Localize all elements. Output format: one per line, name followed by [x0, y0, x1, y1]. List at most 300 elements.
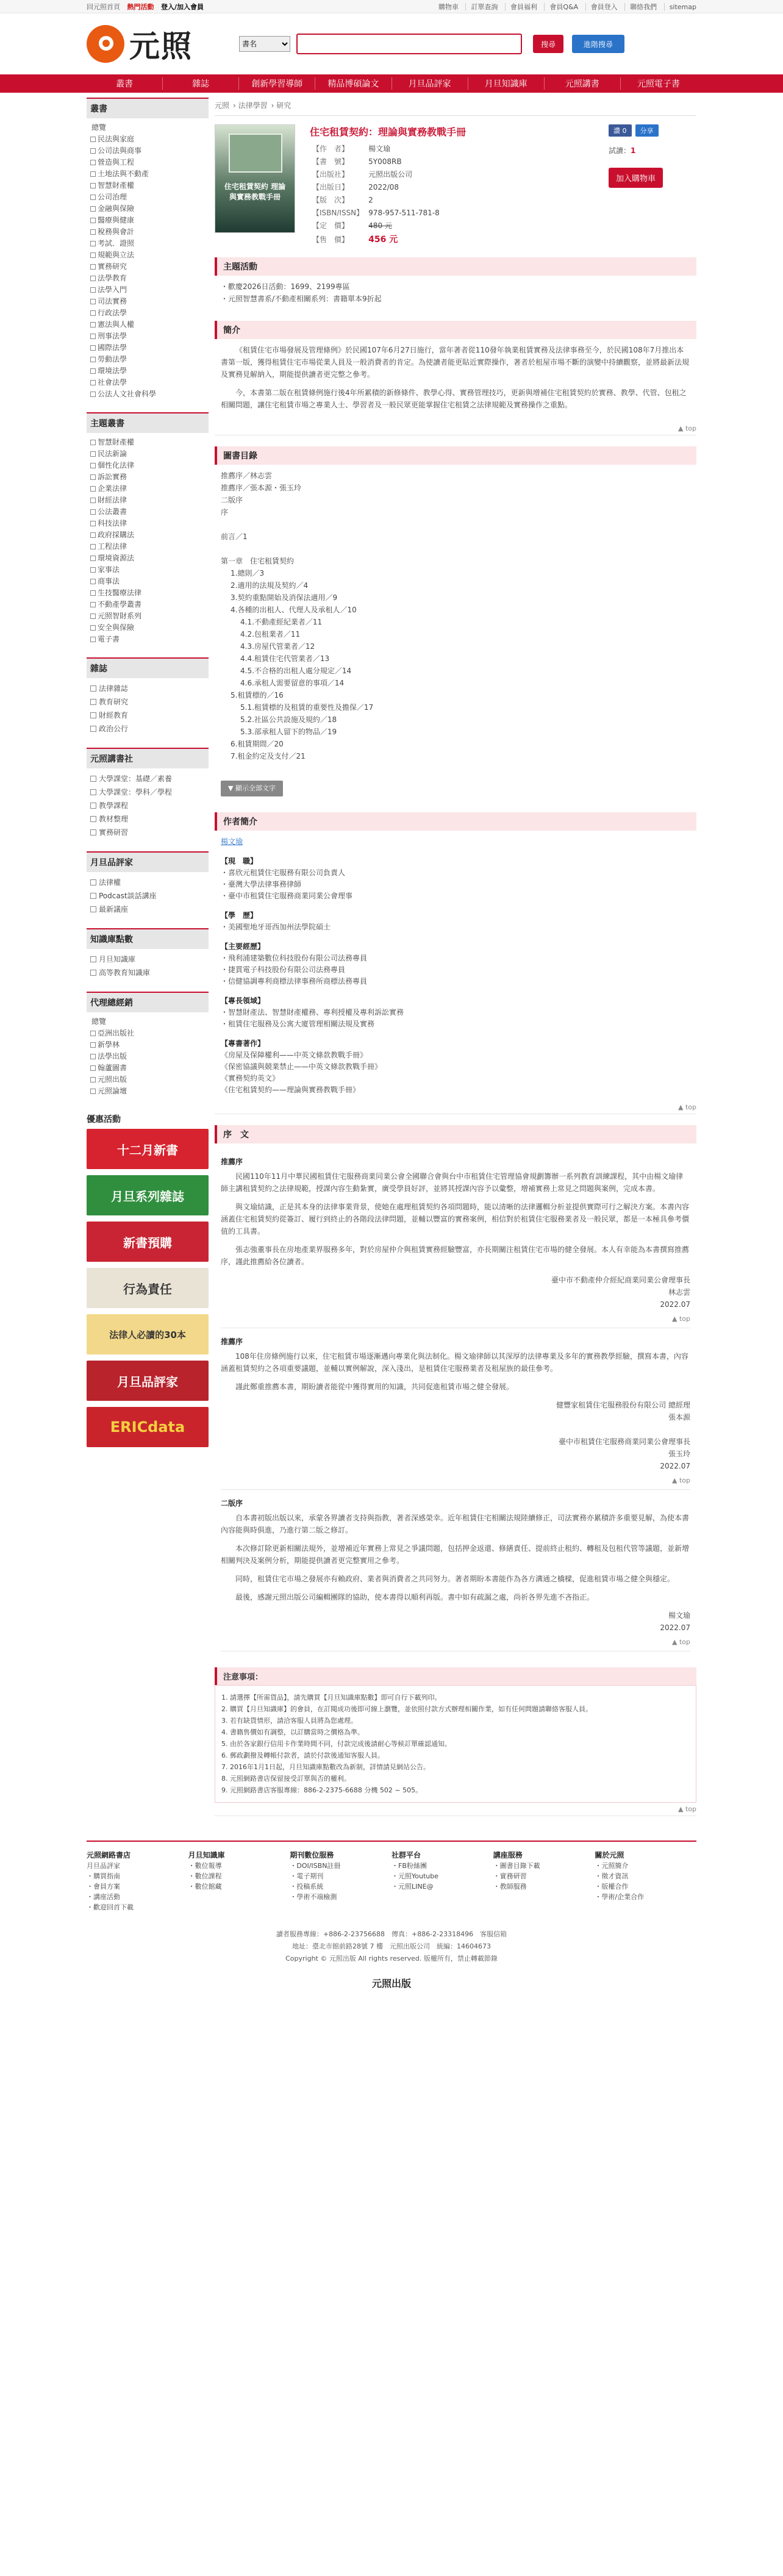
sidebar-item[interactable]	[89, 529, 206, 541]
footer-link[interactable]: ・元照LINE@	[392, 1883, 434, 1891]
sidebar-item[interactable]	[89, 1039, 206, 1051]
footer-link[interactable]: ・徵才資訊	[595, 1872, 629, 1880]
footer-link[interactable]: ・講座活動	[87, 1893, 120, 1901]
sidebar-item[interactable]	[89, 1016, 206, 1028]
breadcrumb-item[interactable]: 研究	[276, 101, 291, 110]
checkbox-icon[interactable]	[90, 1077, 96, 1082]
nav-books[interactable]: 叢書	[87, 77, 163, 90]
cover-title: 住宅租賃契約 理論與實務教戰手冊	[224, 182, 286, 201]
promo-banner[interactable]: 月旦品評家	[87, 1361, 209, 1401]
checkbox-icon[interactable]	[90, 816, 96, 822]
footer-link[interactable]: ・實務研習	[493, 1872, 527, 1880]
sidebar-item[interactable]	[89, 495, 206, 506]
checkbox-icon[interactable]	[90, 264, 96, 270]
sidebar-journal-list	[87, 678, 209, 739]
sidebar-item[interactable]	[89, 388, 206, 400]
sidebar-item-label: 元照出版	[98, 1075, 127, 1084]
sidebar-item[interactable]	[89, 553, 206, 564]
sidebar-item-label: 規範與立法	[98, 251, 135, 259]
main-content	[215, 98, 696, 1816]
sidebar-item[interactable]	[89, 226, 206, 238]
sidebar-review	[87, 851, 209, 920]
back-to-top-link[interactable]: ▲ top	[221, 1311, 690, 1328]
checkbox-icon[interactable]	[90, 229, 96, 235]
nav-theses[interactable]: 精品博碩論文	[315, 77, 392, 90]
preface-paragraph: 民國110年11月中華民國租賃住宅服務商業同業公會全國聯合會與台中市租賃住宅管理協會規劃籌辦一系列教育訓練課程，其中由楊文瑜律師主講租賃契約之法律規範，授課內容生動紮實，廣受學員好評，並將其授課內容予以彙整，增補實務上常見之問題與案例，完成本書。	[221, 1172, 684, 1193]
sidebar-item[interactable]	[89, 812, 206, 826]
promo-banner[interactable]: 月旦系列雜誌	[87, 1175, 209, 1215]
checkbox-icon[interactable]	[90, 712, 96, 718]
toc-line: 序	[221, 508, 229, 517]
sidebar-item[interactable]	[89, 1062, 206, 1074]
checkbox-icon[interactable]	[90, 345, 96, 351]
checkbox-icon[interactable]	[90, 368, 96, 374]
footer-copyright: Copyright © 元照出版 All rights reserved. 版權所有，禁止轉載節錄	[285, 1955, 498, 1962]
sidebar-agent-list	[87, 1012, 209, 1101]
sidebar-item[interactable]	[89, 587, 206, 599]
sidebar-item[interactable]	[89, 284, 206, 296]
sidebar-item[interactable]	[89, 134, 206, 145]
sidebar-item[interactable]	[89, 249, 206, 261]
sidebar-item[interactable]	[89, 145, 206, 157]
sidebar-item-label: 法律權	[99, 878, 121, 887]
sidebar-item[interactable]	[89, 709, 206, 722]
checkbox-icon[interactable]	[90, 1042, 96, 1048]
author-group-heading: 【專長領域】	[221, 996, 265, 1005]
footer-link[interactable]: ・會員方案	[87, 1883, 120, 1891]
footer-link[interactable]: ・數位報導	[188, 1862, 222, 1870]
sidebar-item[interactable]	[89, 471, 206, 483]
sidebar-item[interactable]	[89, 273, 206, 284]
checkbox-icon[interactable]	[90, 544, 96, 549]
checkbox-icon[interactable]	[90, 451, 96, 457]
member-qa-link[interactable]: 會員Q&A	[544, 3, 578, 11]
checkbox-icon[interactable]	[90, 1054, 96, 1059]
toc-line: 推薦序／張本源・張玉玲	[221, 484, 302, 492]
utility-bar	[0, 0, 783, 13]
footer-column-heading[interactable]: 關於元照	[595, 1851, 624, 1859]
sidebar-topic-list	[87, 433, 209, 649]
author-group-item: 《住宅租賃契約——理論與實務教戰手冊》	[221, 1086, 360, 1094]
member-benefit-link[interactable]: 會員福利	[505, 3, 537, 11]
sidebar-item-label: 民法新論	[98, 449, 127, 458]
footer-link[interactable]: ・元照簡介	[595, 1862, 629, 1870]
checkbox-icon[interactable]	[90, 556, 96, 561]
checkbox-icon[interactable]	[90, 148, 96, 154]
checkbox-icon[interactable]	[90, 206, 96, 212]
sidebar-item-label: 教材整理	[99, 815, 129, 823]
checkbox-icon[interactable]	[90, 486, 96, 492]
signature-line: 臺中市不動產仲介經紀商業同業公會理事長	[551, 1276, 690, 1284]
breadcrumb-item[interactable]: 法律學習	[238, 101, 268, 110]
checkbox-icon[interactable]	[90, 590, 96, 596]
footer-column-heading[interactable]: 期刊數位服務	[290, 1851, 334, 1859]
checkbox-icon[interactable]	[90, 218, 96, 223]
sidebar-item[interactable]	[89, 634, 206, 645]
preface-paragraph: 自本書初版出版以來，承蒙各界讀者支持與指教，著者深感榮幸。近年租賃住宅相關法規陸續修正，司法實務亦累積許多重要見解，為使本書內容能與時俱進，乃進行第二版之修訂。	[221, 1514, 690, 1534]
cart-link[interactable]: 購物車	[438, 3, 459, 11]
sidebar-item[interactable]	[89, 460, 206, 471]
site-logo[interactable]	[87, 22, 227, 66]
sidebar-item[interactable]	[89, 785, 206, 799]
add-to-cart-button[interactable]: 加入購物車	[609, 168, 663, 188]
nav-ebooks[interactable]: 元照電子書	[637, 79, 680, 89]
sidebar-item[interactable]	[89, 180, 206, 191]
checkbox-icon[interactable]	[90, 380, 96, 385]
footer-column	[290, 1850, 392, 1912]
sidebar-item-label: 安全與保險	[98, 623, 135, 632]
nav-learning[interactable]: 創新學習導師	[239, 77, 315, 90]
promo-line[interactable]: ・歡慶2026日活動：1699、2199專區	[221, 282, 350, 291]
checkbox-icon[interactable]	[90, 287, 96, 293]
sidebar-item-label: 訴訟實務	[98, 473, 127, 481]
sidebar-item-label: 智慧財產權	[98, 181, 135, 190]
search-button[interactable]: 搜尋	[533, 35, 563, 53]
back-to-top-link[interactable]: ▲ top	[215, 422, 696, 435]
footer-address: 地址：臺北市館前路28號 7 樓 元照出版公司 統編：14604673	[292, 1942, 491, 1950]
author-name-link[interactable]: 楊文瑜	[221, 837, 243, 846]
checkbox-icon[interactable]	[90, 334, 96, 339]
sidebar-journal	[87, 657, 209, 739]
author-group-list	[221, 867, 690, 902]
sidebar-item-label: 政府採購法	[98, 531, 135, 539]
toc-line: 5.2.社區公共設施及規約／18	[240, 715, 337, 724]
sidebar-item[interactable]	[89, 191, 206, 203]
sidebar-item[interactable]	[89, 238, 206, 249]
author-group-item: ・飛利浦建築數位科技股份有限公司法務專員	[221, 954, 368, 962]
checkbox-icon[interactable]	[90, 970, 96, 976]
checkbox-icon[interactable]	[90, 726, 96, 732]
footer-column	[188, 1850, 290, 1912]
footer-link[interactable]: ・DOI/ISBN註冊	[290, 1862, 341, 1870]
search-bar	[239, 34, 624, 54]
field-label: 【ISBN/ISSN】	[312, 209, 364, 217]
sidebar-item[interactable]	[89, 826, 206, 839]
toc-line: 4.3.房屋代管業者／12	[240, 642, 315, 651]
sidebar-item[interactable]	[89, 168, 206, 180]
back-to-top-link[interactable]: ▲ top	[215, 1101, 696, 1114]
checkbox-icon[interactable]	[90, 310, 96, 316]
sidebar-item[interactable]	[89, 622, 206, 634]
signature-line: 2022.07	[660, 1462, 690, 1470]
sidebar-course	[87, 748, 209, 843]
register-link[interactable]: 登入/加入會員	[161, 3, 204, 11]
checkbox-icon[interactable]	[90, 789, 96, 795]
checkbox-icon[interactable]	[90, 1031, 96, 1036]
sidebar-item[interactable]	[89, 599, 206, 610]
sidebar-item-label: 稅務與會計	[98, 227, 135, 236]
sidebar-item[interactable]	[89, 541, 206, 553]
sidebar-item[interactable]	[89, 518, 206, 529]
sidebar-item-label: 公法人文社會科學	[98, 390, 157, 398]
sidebar-item[interactable]	[89, 695, 206, 709]
footer-link[interactable]: ・數位課程	[188, 1872, 222, 1880]
checkbox-icon[interactable]	[90, 509, 96, 515]
back-to-top-link[interactable]: ▲ top	[215, 1803, 696, 1816]
trial-value[interactable]: 1	[631, 146, 636, 155]
footer-link[interactable]: ・學術不端檢測	[290, 1893, 337, 1901]
footer-link[interactable]: ・數位館藏	[188, 1883, 222, 1891]
sidebar-item[interactable]	[89, 576, 206, 587]
checkbox-icon[interactable]	[90, 879, 96, 886]
toc-more-button[interactable]: ▼ 顯示全部文字	[221, 781, 283, 796]
sidebar-item[interactable]	[89, 319, 206, 331]
hot-event-link[interactable]: 熱門活動	[127, 3, 154, 11]
sidebar-item[interactable]	[89, 331, 206, 342]
checkbox-icon[interactable]	[90, 829, 96, 835]
checkbox-icon[interactable]	[90, 183, 96, 188]
sidebar-item[interactable]	[89, 203, 206, 215]
sidebar-item[interactable]	[89, 1074, 206, 1086]
sidebar-item-label: 法學教育	[98, 274, 127, 282]
sidebar-item[interactable]	[89, 564, 206, 576]
footer-link[interactable]: ・歡迎回首下載	[87, 1903, 134, 1911]
footer-link[interactable]: ・版權合作	[595, 1883, 629, 1891]
section-promo-body	[215, 276, 696, 310]
footer-column-heading[interactable]: 元照網路書店	[87, 1851, 131, 1859]
sidebar-item[interactable]	[89, 682, 206, 695]
sidebar-item-label: 民法與家庭	[98, 135, 135, 143]
sidebar-item[interactable]	[89, 876, 206, 889]
checkbox-icon[interactable]	[90, 625, 96, 631]
nav-knowledge[interactable]: 月旦知識庫	[468, 77, 545, 90]
notice-line: 8. 元照網路書店保留接受訂單與否的權利。	[221, 1775, 351, 1783]
checkbox-icon[interactable]	[90, 521, 96, 526]
sidebar-item[interactable]	[89, 1086, 206, 1097]
checkbox-icon[interactable]	[90, 276, 96, 281]
checkbox-icon[interactable]	[90, 1089, 96, 1094]
promo-banner[interactable]: 行為責任	[87, 1268, 209, 1308]
footer-link[interactable]: ・FB粉絲團	[392, 1862, 427, 1870]
checkbox-icon[interactable]	[90, 463, 96, 468]
checkbox-icon[interactable]	[90, 357, 96, 362]
checkbox-icon[interactable]	[90, 532, 96, 538]
logo-icon	[87, 25, 124, 63]
preface-heading: 二版序	[221, 1499, 243, 1508]
checkbox-icon[interactable]	[90, 392, 96, 397]
sidebar-topic-title: 主題叢書	[87, 412, 209, 433]
signature-line: 健豐家租賃住宅服務股份有限公司 總經理	[556, 1401, 690, 1409]
sidebar-item[interactable]	[89, 448, 206, 460]
nav-lectures[interactable]: 元照講書	[545, 77, 621, 90]
sidebar-item[interactable]	[89, 1051, 206, 1062]
sidebar-item-label: 大學課堂：基礎／素養	[99, 775, 173, 783]
promo-banner[interactable]: 法律人必讀的30本	[87, 1314, 209, 1354]
like-button[interactable]: 讚 0	[609, 124, 632, 137]
sidebar-item[interactable]	[89, 966, 206, 979]
search-input[interactable]	[296, 34, 522, 54]
sidebar-item-label: 公司法與商事	[98, 146, 142, 155]
footer-link[interactable]: ・學術/企業合作	[595, 1893, 645, 1901]
checkbox-icon[interactable]	[90, 498, 96, 503]
preface-paragraph: 謹此鄭重推薦本書，期盼讀者能從中獲得實用的知識，共同促進租賃市場之健全發展。	[235, 1383, 514, 1391]
footer-column-heading[interactable]: 月旦知識庫	[188, 1851, 225, 1859]
sidebar-item-label: 智慧財產權	[98, 438, 135, 446]
footer-link[interactable]: ・教師服務	[493, 1883, 527, 1891]
sidebar-item-label: 月旦知識庫	[99, 955, 136, 964]
book-fields	[310, 142, 442, 246]
checkbox-icon[interactable]	[90, 602, 96, 607]
toc-line: 5.3.部承租人留下的物品／19	[240, 728, 337, 736]
sidebar-item[interactable]	[89, 1028, 206, 1039]
sidebar-item[interactable]	[89, 342, 206, 354]
home-link[interactable]: 回元照首頁	[87, 3, 120, 11]
toc-line: 7.租金約定及支付／21	[231, 752, 306, 760]
checkbox-icon[interactable]	[90, 137, 96, 142]
sidebar-item-label: 憲法與人權	[98, 320, 135, 329]
section-author-body	[215, 831, 696, 1101]
sidebar-item[interactable]	[89, 889, 206, 903]
promo-banner[interactable]: 新書預購	[87, 1222, 209, 1262]
intro-paragraph: 今，本書第二版在租賃條例施行後4年所累積的新修條件、教學心得、實務管理技巧，更新與增補住宅租賃契約於實務、教學、代管、包租之相關問題，讓住宅租賃市場之專業人士、學習者及一般民眾更能掌握住宅租賃之法律規範及實務操作之重點。	[221, 388, 687, 409]
sidebar-item[interactable]	[89, 157, 206, 168]
toc-line	[221, 543, 690, 555]
footer-link[interactable]: 月旦品評家	[87, 1862, 120, 1870]
footer-link[interactable]: ・購買指南	[87, 1872, 120, 1880]
sidebar-item-label: 教育研究	[99, 698, 129, 706]
section-promo-title: 主題活動	[215, 257, 696, 276]
sidebar-item[interactable]	[89, 953, 206, 966]
preface-signature	[221, 1399, 690, 1472]
back-to-top-link[interactable]: ▲ top	[221, 1472, 690, 1490]
sidebar-item[interactable]	[89, 506, 206, 518]
sidebar-item-label: 社會法學	[98, 378, 127, 387]
sidebar-item[interactable]	[89, 122, 206, 134]
footer-link[interactable]: ・電子期刊	[290, 1872, 324, 1880]
field-value: 5Y008RB	[368, 157, 402, 166]
section-preface-title: 序 文	[215, 1125, 696, 1143]
notice-line: 4. 書籍售價如有調整，以訂購當時之價格為準。	[221, 1728, 364, 1736]
toc-more-wrap	[215, 767, 696, 801]
checkbox-icon[interactable]	[90, 440, 96, 445]
advanced-search-button[interactable]: 進階搜尋	[572, 35, 624, 53]
sidebar-item-label: 公司治理	[98, 193, 127, 201]
preface-paragraph: 張志強董事長在房地產業界服務多年，對於房屋仲介與租賃實務經驗豐富，亦長期關注租賃住宅市場的健全發展。本人有幸能為本書撰寫推薦序，謹此推薦給各位讀者。	[221, 1245, 690, 1266]
checkbox-icon[interactable]	[90, 474, 96, 480]
checkbox-icon[interactable]	[90, 160, 96, 165]
sidebar-item-label: 翰蘆圖書	[98, 1064, 127, 1072]
sidebar-item[interactable]	[89, 610, 206, 622]
sidebar-item-label: 總覽	[91, 123, 107, 132]
checkbox-icon[interactable]	[90, 685, 96, 692]
checkbox-icon[interactable]	[90, 299, 96, 304]
sidebar-item[interactable]	[89, 772, 206, 785]
sitemap-link[interactable]: sitemap	[664, 3, 696, 11]
footer-column-heading[interactable]: 講座服務	[493, 1851, 523, 1859]
site-header	[87, 13, 696, 74]
book-cover[interactable]	[215, 124, 295, 233]
author-group-heading: 【學 歷】	[221, 911, 258, 920]
author-group-heading: 【主要經歷】	[221, 942, 265, 951]
sidebar-item[interactable]	[89, 722, 206, 735]
field-label: 【書 號】	[312, 157, 349, 166]
nav-review[interactable]: 月旦品評家	[392, 77, 468, 90]
checkbox-icon[interactable]	[90, 803, 96, 809]
footer-link[interactable]: ・投稿系統	[290, 1883, 324, 1891]
sidebar-item[interactable]	[89, 377, 206, 388]
checkbox-icon[interactable]	[90, 614, 96, 619]
sidebar-item[interactable]	[89, 296, 206, 307]
footer-link[interactable]: ・元照Youtube	[392, 1872, 439, 1880]
checkbox-icon[interactable]	[90, 776, 96, 782]
checkbox-icon[interactable]	[90, 893, 96, 899]
author-group-item: ・租賃住宅服務及公寓大廈管理相關法規及實務	[221, 1020, 375, 1028]
search-type-select[interactable]	[239, 36, 290, 52]
notice-line: 7. 2016年1月1日起，月旦知識庫點數改為新制，詳情請見網站公告。	[221, 1763, 430, 1771]
footer-column	[493, 1850, 595, 1912]
notice-line: 2. 購買【月旦知識庫】的會員，在訂閱成功後即可線上瀏覽，並依照付款方式辦理相關作業，如有任何問題請聯絡客服人員。	[221, 1705, 592, 1713]
checkbox-icon[interactable]	[90, 637, 96, 642]
checkbox-icon[interactable]	[90, 1065, 96, 1071]
sidebar-item-label: 政治公行	[99, 724, 129, 733]
author-group-item: ・信健協調專利商標法律事務所商標法務專員	[221, 977, 368, 986]
checkbox-icon[interactable]	[90, 906, 96, 912]
checkbox-icon[interactable]	[90, 241, 96, 246]
back-to-top-link[interactable]: ▲ top	[221, 1634, 690, 1651]
sidebar-item-label: 法學出版	[98, 1052, 127, 1061]
checkbox-icon[interactable]	[90, 252, 96, 258]
footer-column-heading[interactable]: 社群平台	[392, 1851, 421, 1859]
field-value: 2	[368, 195, 373, 204]
sidebar-item-label: 醫療與健康	[98, 216, 135, 224]
site-footer	[87, 1841, 696, 1912]
author-group-item: ・臺灣大學法律事務律師	[221, 880, 302, 889]
sidebar-item[interactable]	[89, 307, 206, 319]
checkbox-icon[interactable]	[90, 699, 96, 705]
footer-link[interactable]: ・圖書目錄下載	[493, 1862, 540, 1870]
sidebar-promo	[87, 1109, 209, 1447]
sidebar-item[interactable]	[89, 354, 206, 365]
share-button[interactable]: 分享	[635, 124, 659, 137]
checkbox-icon[interactable]	[90, 579, 96, 584]
sidebar-item[interactable]	[89, 483, 206, 495]
contact-link[interactable]: 聯絡我們	[624, 3, 657, 11]
author-group-item: 《實務契約英文》	[221, 1074, 280, 1082]
sidebar-item[interactable]	[89, 215, 206, 226]
order-query-link[interactable]: 訂單查詢	[465, 3, 498, 11]
checkbox-icon[interactable]	[90, 956, 96, 962]
field-value[interactable]: 楊文瑜	[368, 145, 391, 153]
checkbox-icon[interactable]	[90, 171, 96, 177]
sidebar-item[interactable]	[89, 437, 206, 448]
cover-image	[229, 134, 282, 173]
nav-journals[interactable]: 雜誌	[163, 77, 239, 90]
checkbox-icon[interactable]	[90, 567, 96, 573]
sidebar-item-label: 工程法律	[98, 542, 127, 551]
preface-heading: 推薦序	[221, 1337, 243, 1346]
promo-line[interactable]: ・元照智慧書系/不動產相關系列：書籍單本9折起	[221, 295, 382, 303]
sidebar-item-label: 金融與保險	[98, 204, 135, 213]
sidebar-item[interactable]	[89, 799, 206, 812]
checkbox-icon[interactable]	[90, 322, 96, 327]
sidebar-item[interactable]	[89, 903, 206, 916]
preface-paragraph: 與文瑜結識，正是其本身的法律事業背景，使她在處理租賃契約各項問題時，能以清晰的法律邏輯分析並提供實際可行之解決方案。本書內容涵蓋住宅租賃契約從簽訂、履行到終止的各階段法律問題，並輔以豐富的實務案例，相信對於租賃住宅服務業者及一般民眾，都是一本極具參考價值的工具書。	[221, 1203, 690, 1236]
footer-contact: 讀者服務專線：+886-2-23756688 傳真：+886-2-23318496 客服信箱	[276, 1930, 507, 1938]
promo-banner[interactable]: ERICdata	[87, 1407, 209, 1447]
field-value: 2022/08	[368, 182, 399, 191]
sidebar-topic	[87, 412, 209, 649]
sidebar-item[interactable]	[89, 365, 206, 377]
sidebar-item[interactable]	[89, 261, 206, 273]
checkbox-icon[interactable]	[90, 195, 96, 200]
breadcrumb-item[interactable]: 元照	[215, 101, 230, 110]
sidebar-promo-title: 優惠活動	[87, 1109, 209, 1129]
login-link[interactable]: 會員登入	[585, 3, 618, 11]
sidebar-item-label: 教學課程	[99, 801, 129, 810]
breadcrumb: 元照 › 法律學習 › 研究	[215, 98, 696, 116]
sidebar-item-label: 考試．證照	[98, 239, 135, 248]
promo-banner[interactable]: 十二月新書	[87, 1129, 209, 1169]
